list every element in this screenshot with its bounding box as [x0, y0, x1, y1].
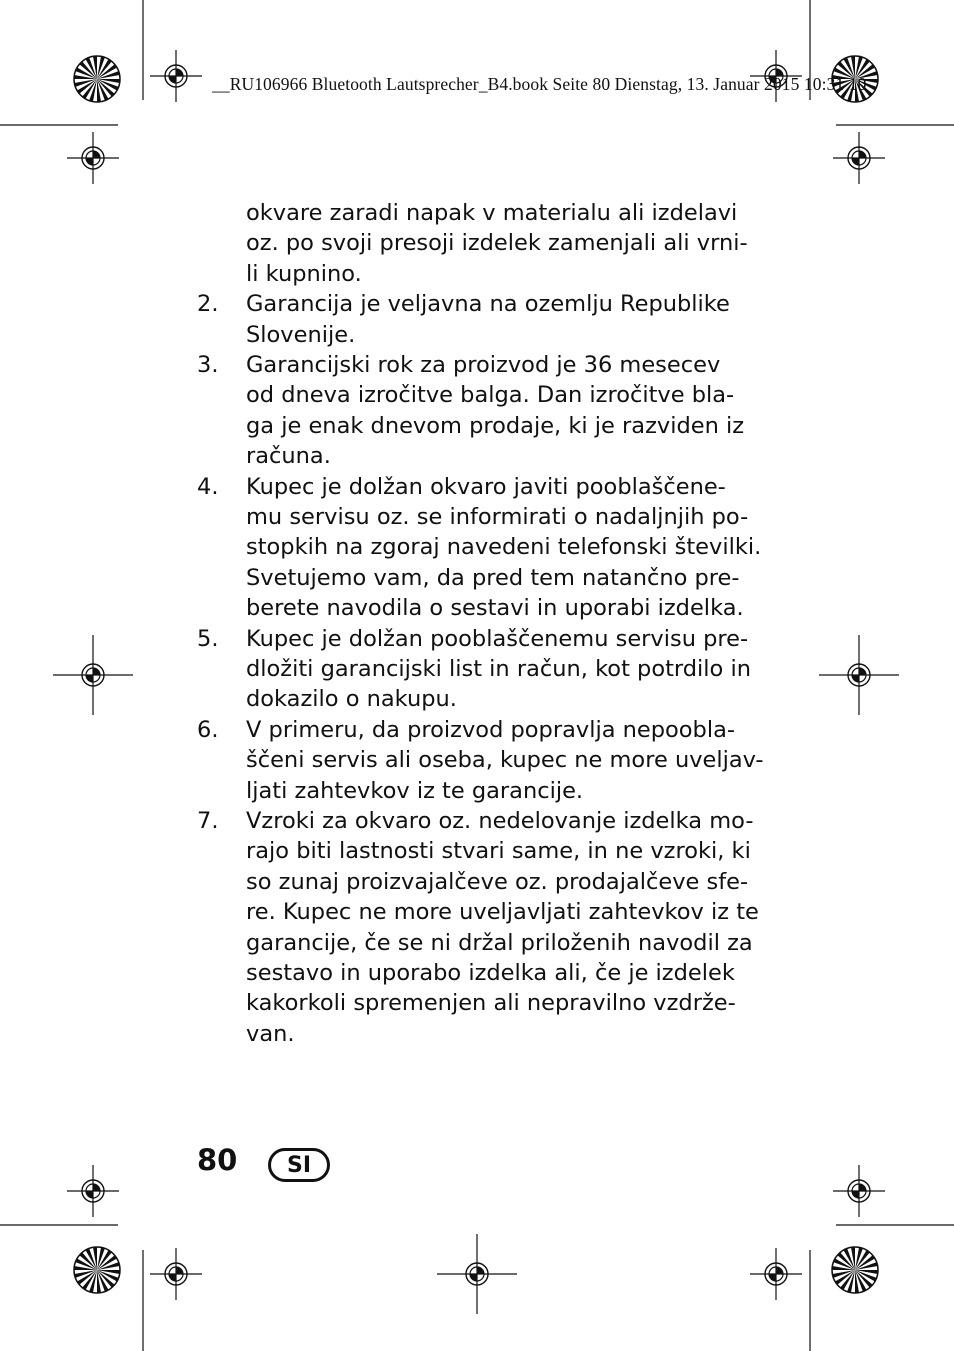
registration-mark-icon [67, 132, 119, 184]
registration-mark-icon [67, 1165, 119, 1217]
list-item-line: rajo biti lastnosti stvari same, in ne vzroki, ki [246, 838, 751, 865]
list-item-line: Garancija je veljavna na ozemlju Republike [246, 291, 730, 318]
list-item-line: ga je enak dnevom prodaje, ki je razviden iz [246, 412, 745, 439]
list-item-line: dokazilo o nakupu. [246, 686, 457, 713]
registration-mark-icon [750, 1248, 802, 1300]
list-item-line: dložiti garancijski list in račun, kot potrdilo in [246, 656, 751, 682]
list-item-number: 6. [197, 716, 219, 743]
list-item-line: Kupec je dolžan pooblaščenemu servisu pre- [246, 625, 749, 652]
list-item-line: re. Kupec ne more uveljavljati zahtevkov iz te [246, 899, 759, 926]
list-item-line: garancije, če se ni držal priloženih navodil za [246, 929, 753, 956]
registration-mark-icon [150, 50, 202, 102]
list-item-number: 7. [197, 808, 219, 834]
list-item-line: Slovenije. [246, 321, 356, 348]
color-calibration-target-icon [74, 1247, 120, 1293]
registration-mark-icon [833, 1165, 885, 1217]
list-item-line: kakorkoli spremenjen ali nepravilno vzdrže- [246, 990, 736, 1017]
list-item-line: sestavo in uporabo izdelka ali, če je izdelek [246, 960, 735, 986]
list-item-line: so zunaj proizvajalčeve oz. prodajalčeve sfe- [246, 868, 749, 895]
list-item-number: 3. [197, 352, 219, 378]
list-item-line: stopkih na zgoraj navedeni telefonski številki. [246, 534, 762, 561]
list-item-line: od dneva izročitve balga. Dan izročitve bla- [246, 382, 735, 409]
list-item-line: računa. [246, 443, 331, 470]
list-item-line: mu servisu oz. se informirati o nadaljnjih po- [246, 504, 749, 530]
list-item-line: van. [246, 1020, 295, 1047]
registration-mark-icon [819, 635, 899, 715]
color-calibration-target-icon [74, 56, 120, 102]
list-item-line: Vzroki za okvaro oz. nedelovanje izdelka mo- [246, 808, 754, 834]
list-item-line: Kupec je dolžan okvaro javiti pooblaščene- [246, 473, 726, 500]
continuation-line: li kupnino. [246, 260, 362, 287]
list-item-line: ljati zahtevkov iz te garancije. [246, 777, 584, 804]
list-item-line: V primeru, da proizvod popravlja nepoobla- [246, 716, 735, 743]
continuation-line: okvare zaradi napak v materialu ali izdelavi [246, 200, 738, 226]
language-code: SI [286, 1152, 312, 1178]
list-item-number: 4. [197, 473, 219, 500]
registration-mark-icon [150, 1248, 202, 1300]
registration-mark-icon [437, 1234, 517, 1314]
list-item-number: 5. [197, 625, 219, 652]
color-calibration-target-icon [832, 1247, 878, 1293]
registration-mark-icon [833, 132, 885, 184]
continuation-line: oz. po svoji presoji izdelek zamenjali ali vrni- [246, 230, 748, 257]
list-item-line: berete navodila o sestavi in uporabi izdelka. [246, 595, 744, 622]
list-item-number: 2. [197, 291, 219, 318]
list-item-line: ščeni servis ali oseba, kupec ne more uveljav- [246, 747, 764, 774]
page-number: 80 [197, 1143, 238, 1177]
print-slug-header: __RU106966 Bluetooth Lautsprecher_B4.book Seite 80 Dienstag, 13. Januar 2015 10:31 10 [212, 74, 867, 94]
list-item-line: Garancijski rok za proizvod je 36 mesecev [246, 352, 721, 378]
language-badge [268, 1148, 330, 1182]
list-item-line: Svetujemo vam, da pred tem natančno pre- [246, 564, 740, 591]
registration-mark-icon [53, 635, 133, 715]
